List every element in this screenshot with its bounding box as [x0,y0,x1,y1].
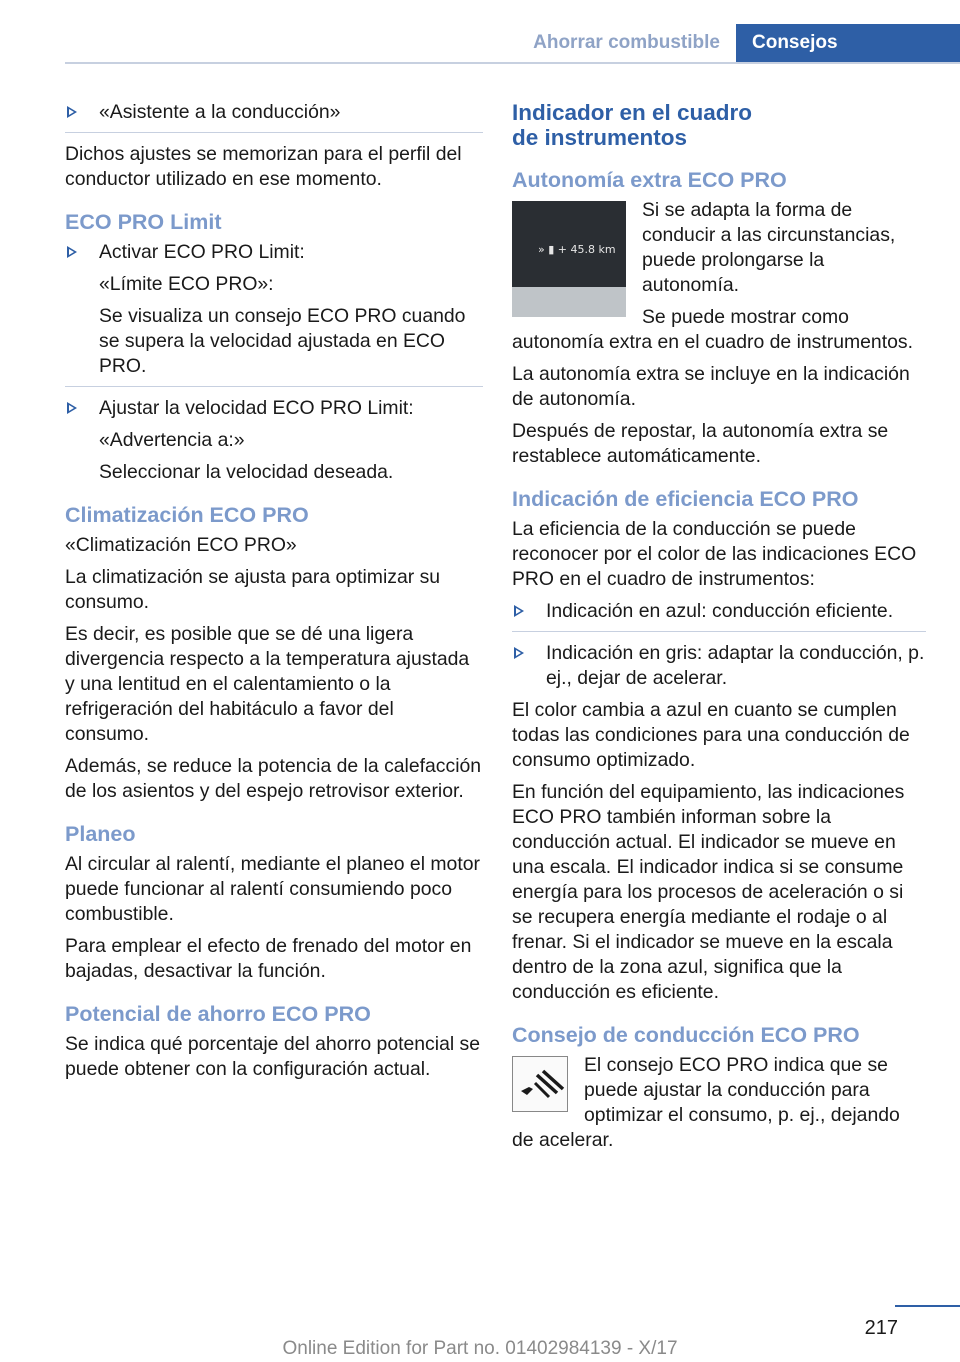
footer-rule [895,1305,960,1307]
paragraph: Dichos ajustes se memorizan para el perfil del conductor utilizado en ese momento. [65,143,462,190]
paragraph: En función del equipamiento, las indicaciones ECO PRO también informan sobre la conducción actual. El indicador se mueve en una escala. El indicador indica si se consume energía para los procesos de aceleración o si se recupera energía mediante el rodaje o al frenar. Si el indicador se mueve en la escala dentro de la zona azul, significa que la conducción es eficiente. [512,781,905,1003]
paragraph: Al circular al ralentí, mediante el planeo el motor puede funcionar al ralentí consumiendo poco combustible. [65,853,480,925]
list-item: Ajustar la velocidad ECO PRO Limit: «Advertencia a:» Seleccionar la velocidad deseada. [65,396,483,485]
right-column [512,100,926,1160]
paragraph: «Climatización ECO PRO» [65,534,297,556]
paragraph: El consejo ECO PRO indica que se puede ajustar la conducción para optimizar el consumo, p. ej., dejando de acelerar. [512,1054,900,1151]
list-item: Indicación en gris: adaptar la conducción, p. ej., dejar de acelerar. [512,641,926,691]
page-number: 217 [864,1317,898,1339]
list-bullet-icon [67,402,77,414]
eco-chevrons-icon: » [538,243,545,256]
list-bullet-icon [67,246,77,258]
header-chapter-tab: Consejos [736,24,960,64]
paragraph: Además, se reduce la potencia de la calefacción de los asientos y del espejo retrovisor exterior. [65,755,482,802]
heading-potencial-ahorro: Potencial de ahorro ECO PRO [65,1002,371,1026]
list-bullet-icon [514,647,524,659]
paragraph: Es decir, es posible que se dé una ligera divergencia respecto a la temperatura ajustada y una lentitud en el calentamiento o la refrigeración del habitáculo a favor del consumo. [65,623,470,745]
list-item: «Asistente a la conducción» [65,100,483,125]
list-bullet-icon [514,605,524,617]
heading-planeo: Planeo [65,822,136,846]
paragraph: La eficiencia de la conducción se puede reconocer por el color de las indicaciones ECO PRO en el cuadro de instrumentos: [512,518,917,590]
list-divider [65,132,483,133]
eco-pro-tip-icon [512,1056,568,1112]
list-item: Activar ECO PRO Limit: «Límite ECO PRO»: Se visualiza un consejo ECO PRO cuando se supera la velocidad ajustada en ECO PRO. [65,240,483,379]
heading-consejo-conduccion: Consejo de conducción ECO PRO [512,1023,860,1047]
list-bullet-icon [67,106,77,118]
heading-climatizacion: Climatización ECO PRO [65,503,309,527]
left-column [65,100,483,1089]
fuel-pump-icon: ▮ [548,243,555,256]
header-section-title: Ahorrar combustible [533,32,720,53]
list-item: Indicación en azul: conducción eficiente. [512,599,926,624]
paragraph: El color cambia a azul en cuanto se cumplen todas las condiciones para una conducción de consumo optimizado. [512,699,910,771]
paragraph: Para emplear el efecto de frenado del motor en bajadas, desactivar la función. [65,935,472,982]
header-rule [65,62,960,64]
range-readout: » ▮ + 45.8 km [538,243,616,256]
instrument-cluster-image [512,201,626,317]
heading-eco-pro-limit: ECO PRO Limit [65,210,222,234]
paragraph: La autonomía extra se incluye en la indicación de autonomía. [512,363,910,410]
heading-indicador-cuadro: Indicador en el cuadro de instrumentos [512,100,753,150]
footer-edition: Online Edition for Part no. 01402984139 - X/17 [282,1338,678,1359]
paragraph: Se indica qué porcentaje del ahorro potencial se puede obtener con la configuración actual. [65,1033,481,1080]
paragraph: La climatización se ajusta para optimizar su consumo. [65,566,441,613]
list-divider [512,631,926,632]
paragraph: Después de repostar, la autonomía extra se restablece automáticamente. [512,420,889,467]
list-divider [65,386,483,387]
heading-autonomia-extra: Autonomía extra ECO PRO [512,168,787,192]
heading-indicacion-eficiencia: Indicación de eficiencia ECO PRO [512,487,859,511]
paragraph: Se puede mostrar como autonomía extra en el cuadro de instrumentos. [512,306,913,353]
paragraph: Si se adapta la forma de conducir a las circunstancias, puede prolongarse la autonomía. [642,199,896,296]
